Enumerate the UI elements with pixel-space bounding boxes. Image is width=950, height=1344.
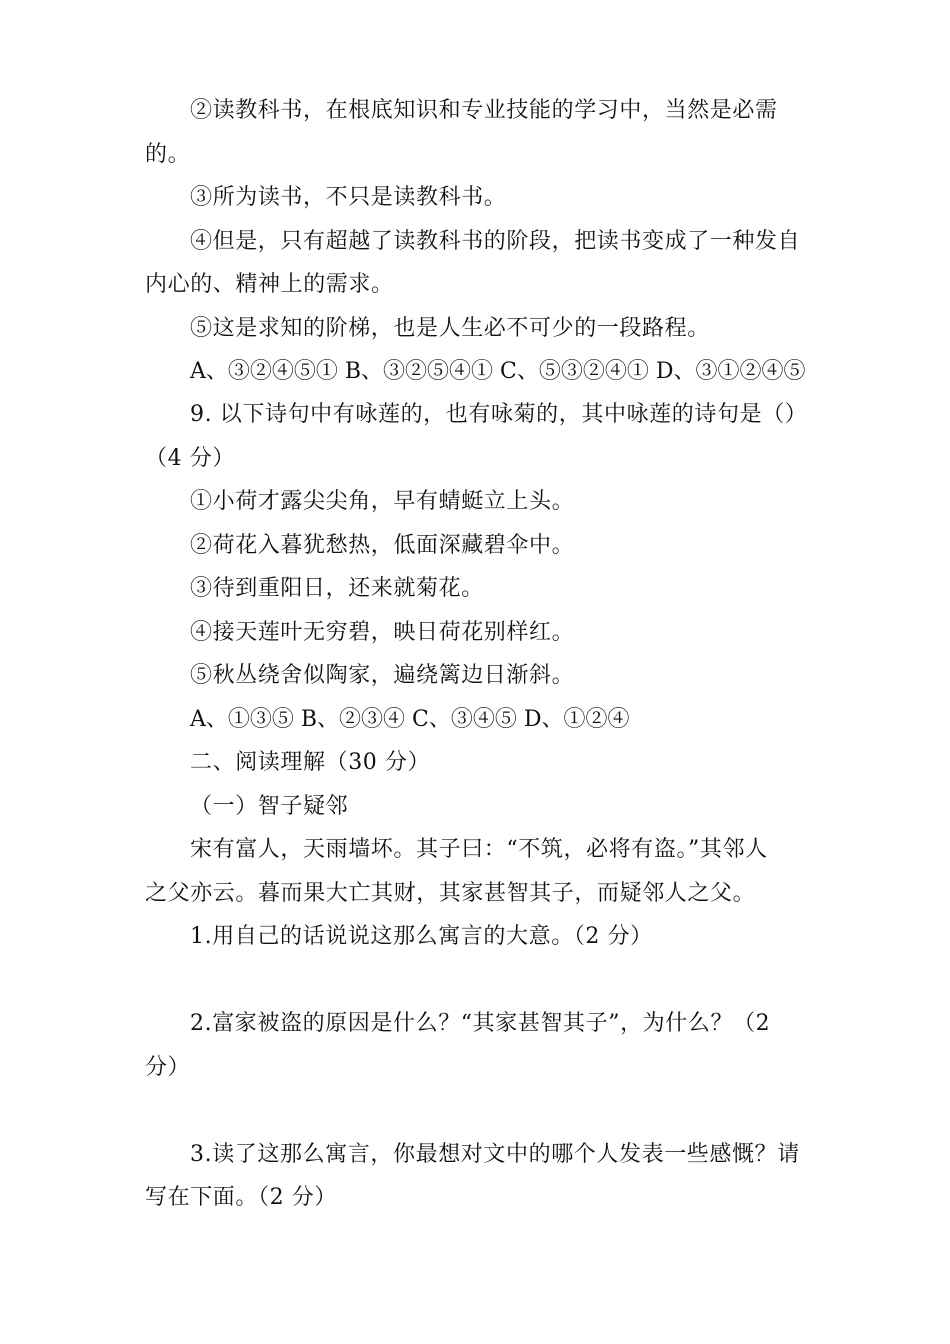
subsection-heading: （一）智子疑邻 (190, 794, 349, 819)
text-line: ④接天莲叶无穷碧，映日荷花别样红。 (190, 620, 575, 645)
passage-line: 之父亦云。暮而果大亡其财，其家甚智其子，而疑邻人之父。 (145, 881, 756, 906)
answer-options: A、①③⑤ B、②③④ C、③④⑤ D、①②④ (190, 707, 630, 732)
answer-options: A、③②④⑤① B、③②⑤④① C、⑤③②④① D、③①②④⑤ (190, 359, 806, 384)
passage-line: 宋有富人，天雨墙坏。其子曰：“不筑，必将有盗。”其邻人 (190, 837, 768, 862)
text-line: 的。 (145, 142, 191, 167)
text-line: ②读教科书，在根底知识和专业技能的学习中，当然是必需 (190, 98, 778, 123)
text-line: ①小荷才露尖尖角，早有蜻蜓立上头。 (190, 489, 575, 514)
question-9: 9. 以下诗句中有咏莲的，也有咏菊的，其中咏莲的诗句是（） (190, 402, 808, 427)
section-heading: 二、阅读理解（30 分） (190, 750, 431, 775)
question-2: 2.富家被盗的原因是什么？“其家甚智其子”，为什么？（2 (190, 1011, 771, 1036)
text-line: ④但是，只有超越了读教科书的阶段，把读书变成了一种发自 (190, 229, 801, 254)
text-line: ⑤这是求知的阶梯，也是人生必不可少的一段路程。 (190, 316, 710, 341)
question-1: 1.用自己的话说说这那么寓言的大意。（2 分） (190, 924, 653, 949)
text-line: ③待到重阳日，还来就菊花。 (190, 576, 484, 601)
text-line: ⑤秋丛绕舍似陶家，遍绕篱边日渐斜。 (190, 663, 575, 688)
text-line: ②荷花入暮犹愁热，低面深藏碧伞中。 (190, 533, 575, 558)
text-line: ③所为读书，不只是读教科书。 (190, 185, 507, 210)
score-note: （4 分） (145, 446, 235, 471)
text-line: 内心的、精神上的需求。 (145, 272, 394, 297)
text-line: 分） (145, 1055, 191, 1080)
question-3: 3.读了这那么寓言，你最想对文中的哪个人发表一些感慨？请 (190, 1142, 800, 1167)
text-line: 写在下面。（2 分） (145, 1185, 337, 1210)
